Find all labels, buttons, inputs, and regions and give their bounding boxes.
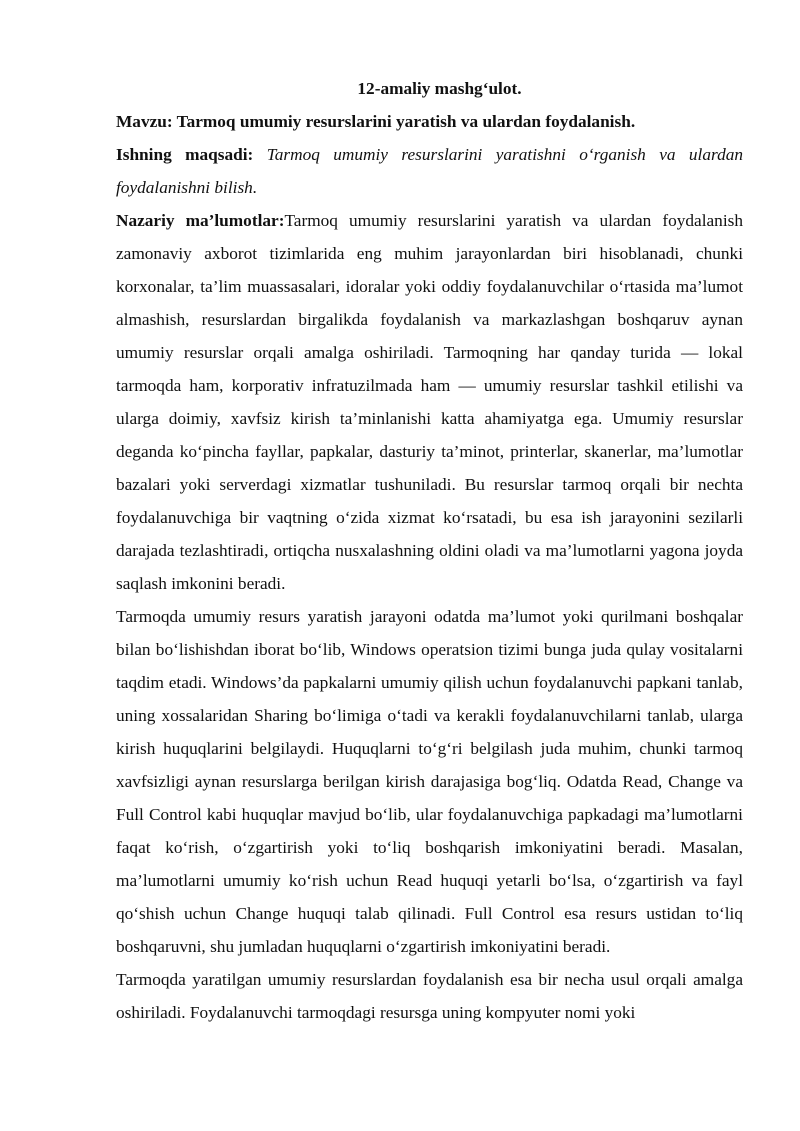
goal-paragraph xyxy=(116,138,743,204)
body-paragraph-sharing: Tarmoqda umumiy resurs yaratish jarayoni odatda ma’lumot yoki qurilmani boshqalar bilan bo‘lishishdan iborat bo‘lib, Windows operatsion tizimi bunga juda qulay vositalarni taqdim etadi. Windows’da papkalarni umumiy qilish uchun foydalanuvchi papkani tanlab, uning xossalaridan Sharing bo‘limiga o‘tadi va kerakli foydalanuvchilarni tanlab, ularga kirish huquqlarini belgilaydi. Huquqlarni to‘g‘ri belgilash juda muhim, chunki tarmoq xavfsizligi aynan resurslarga berilgan kirish darajasiga bog‘liq. Odatda Read, Change va Full Control kabi huquqlar mavjud bo‘lib, ular foydalanuvchiga papkadagi ma’lumotlarni faqat ko‘rish, o‘zgartirish yoki to‘liq boshqarish imkoniyatini beradi. Masalan, ma’lumotlarni umumiy ko‘rish uchun Read huquqi yetarli bo‘lsa, o‘zgartirish va fayl qo‘shish uchun Change huquqi talab qilinadi. Full Control esa resurs ustidan to‘liq boshqaruvni, shu jumladan huquqlarni o‘zgartirish imkoniyatini beradi. xyxy=(116,607,743,956)
goal-label: Ishning maqsadi: xyxy=(116,145,254,164)
theory-paragraph xyxy=(116,204,743,600)
theory-text: Tarmoq umumiy resurslarini yaratish va ulardan foydalanish zamonaviy axborot tizimlarida eng muhim jarayonlardan biri hisoblanadi, chunki korxonalar, ta’lim muassasalari, idoralar yoki oddiy foydalanuvchilar o‘rtasida ma’lumot almashish, resurslardan birgalikda foydalanish va markazlashgan boshqaruv aynan umumiy resurslar orqali amalga oshiriladi. Tarmoqning har qanday turida — lokal tarmoqda ham, korporativ infratuzilmada ham — umumiy resurslar tashkil etilishi va ularga doimiy, xavfsiz kirish ta’minlanishi katta ahamiyatga ega. Umumiy resurslar deganda ko‘pincha fayllar, papkalar, dasturiy ta’minot, printerlar, skanerlar, ma’lumotlar bazalari yoki serverdagi xizmatlar tushuniladi. Bu resurslar tarmoq orqali bir nechta foydalanuvchiga bir vaqtning o‘zida xizmat ko‘rsatadi, bu esa ish jarayonini sezilarli darajada tezlashtiradi, ortiqcha nusxalashning oldini oladi va ma’lumotlarni yagona joyda saqlash imkonini beradi. xyxy=(116,211,743,593)
body-paragraph-usage: Tarmoqda yaratilgan umumiy resurslardan foydalanish esa bir necha usul orqali amalga oshiriladi. Foydalanuvchi tarmoqdagi resursga uning kompyuter nomi yoki xyxy=(116,970,743,1022)
document-title: 12-amaliy mashg‘ulot. xyxy=(357,79,522,98)
topic-line: Mavzu: Tarmoq umumiy resurslarini yaratish va ulardan foydalanish. xyxy=(116,112,636,131)
goal-text: Tarmoq umumiy resurslarini yaratishni o‘rganish va ulardan foydalanishni bilish. xyxy=(116,145,743,197)
theory-label: Nazariy ma’lumotlar: xyxy=(116,211,285,230)
